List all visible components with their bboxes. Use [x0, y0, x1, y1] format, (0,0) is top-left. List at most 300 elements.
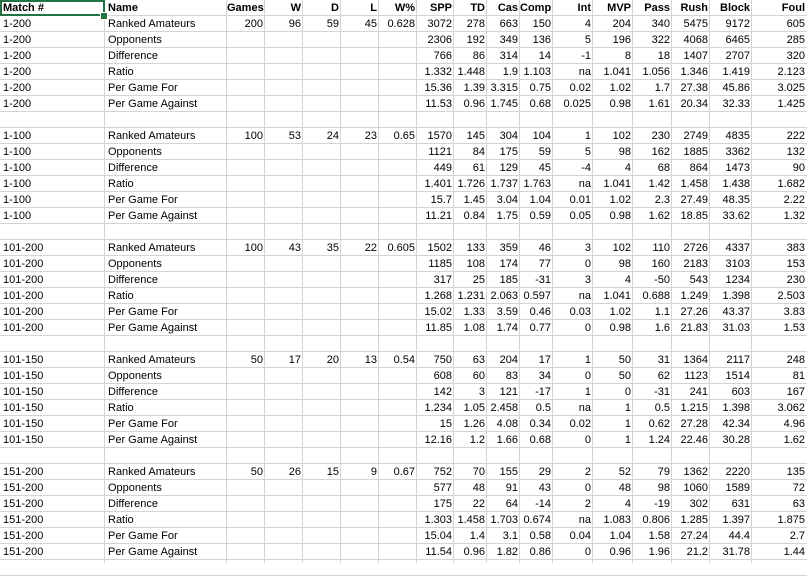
- data-cell[interactable]: 1502: [427, 242, 452, 254]
- data-cell[interactable]: [265, 32, 303, 48]
- data-cell[interactable]: [265, 432, 303, 448]
- data-cell[interactable]: 1.041: [603, 178, 631, 190]
- data-cell[interactable]: [341, 528, 379, 544]
- data-cell[interactable]: [633, 448, 672, 464]
- data-cell[interactable]: 543: [689, 274, 708, 286]
- data-cell[interactable]: 1.249: [680, 290, 708, 302]
- match-range-cell[interactable]: [0, 336, 105, 352]
- data-cell[interactable]: 155: [499, 466, 518, 478]
- data-cell[interactable]: [710, 336, 752, 352]
- data-cell[interactable]: 0.96: [609, 546, 631, 558]
- data-cell[interactable]: 0.5: [654, 402, 670, 414]
- data-cell[interactable]: 1.42: [648, 178, 670, 190]
- data-cell[interactable]: 100: [244, 242, 263, 254]
- data-cell[interactable]: [379, 448, 417, 464]
- data-cell[interactable]: 1.26: [463, 418, 485, 430]
- data-cell[interactable]: [341, 80, 379, 96]
- data-cell[interactable]: 31: [657, 354, 670, 366]
- data-cell[interactable]: [417, 336, 454, 352]
- data-cell[interactable]: 663: [499, 18, 518, 30]
- match-range-cell[interactable]: 1-100: [3, 210, 32, 222]
- data-cell[interactable]: 60: [472, 370, 485, 382]
- data-cell[interactable]: 15.7: [430, 194, 452, 206]
- data-cell[interactable]: 62: [657, 370, 670, 382]
- data-cell[interactable]: 864: [689, 162, 708, 174]
- data-cell[interactable]: 100: [244, 130, 263, 142]
- data-cell[interactable]: 26: [288, 466, 301, 478]
- data-cell[interactable]: 4: [624, 274, 631, 286]
- data-cell[interactable]: [303, 208, 341, 224]
- row-name-cell[interactable]: Difference: [108, 162, 158, 174]
- data-cell[interactable]: 3: [584, 242, 591, 254]
- data-cell[interactable]: 1407: [683, 50, 708, 62]
- data-cell[interactable]: 222: [786, 130, 805, 142]
- match-range-cell[interactable]: 151-200: [3, 514, 44, 526]
- data-cell[interactable]: 1.303: [424, 514, 452, 526]
- data-cell[interactable]: [341, 320, 379, 336]
- data-cell[interactable]: 2: [584, 498, 591, 510]
- data-cell[interactable]: [379, 80, 417, 96]
- row-name-cell[interactable]: [105, 224, 227, 240]
- data-cell[interactable]: [227, 192, 265, 208]
- data-cell[interactable]: 59: [538, 146, 551, 158]
- data-cell[interactable]: [265, 256, 303, 272]
- data-cell[interactable]: 4835: [725, 130, 750, 142]
- data-cell[interactable]: [379, 384, 417, 400]
- data-cell[interactable]: 0: [584, 370, 591, 382]
- data-cell[interactable]: [341, 384, 379, 400]
- data-cell[interactable]: 2.22: [783, 194, 805, 206]
- data-cell[interactable]: [265, 112, 303, 128]
- data-cell[interactable]: [265, 544, 303, 560]
- data-cell[interactable]: [487, 112, 520, 128]
- data-cell[interactable]: [303, 480, 341, 496]
- data-cell[interactable]: 1: [584, 386, 591, 398]
- data-cell[interactable]: 1.448: [457, 66, 485, 78]
- row-name-cell[interactable]: Ranked Amateurs: [108, 130, 196, 142]
- match-range-cell[interactable]: 101-150: [3, 354, 44, 366]
- data-cell[interactable]: [227, 448, 265, 464]
- row-name-cell[interactable]: Per Game Against: [108, 98, 198, 110]
- data-cell[interactable]: 162: [651, 146, 670, 158]
- data-cell[interactable]: [341, 544, 379, 560]
- match-range-cell[interactable]: 151-200: [3, 530, 44, 542]
- data-cell[interactable]: [303, 416, 341, 432]
- data-cell[interactable]: 2.458: [490, 402, 518, 414]
- data-cell[interactable]: 1.45: [463, 194, 485, 206]
- data-cell[interactable]: [265, 192, 303, 208]
- data-cell[interactable]: [417, 224, 454, 240]
- data-cell[interactable]: [265, 336, 303, 352]
- data-cell[interactable]: 0.75: [529, 82, 551, 94]
- data-cell[interactable]: 3.04: [496, 194, 518, 206]
- data-cell[interactable]: [379, 528, 417, 544]
- data-cell[interactable]: [379, 496, 417, 512]
- data-cell[interactable]: [303, 272, 341, 288]
- data-cell[interactable]: 17: [288, 354, 301, 366]
- data-cell[interactable]: 2749: [683, 130, 708, 142]
- data-cell[interactable]: 0.03: [569, 306, 591, 318]
- data-cell[interactable]: 248: [786, 354, 805, 366]
- data-cell[interactable]: [341, 96, 379, 112]
- data-cell[interactable]: [593, 224, 633, 240]
- data-cell[interactable]: -1: [581, 50, 591, 62]
- data-cell[interactable]: 42.34: [722, 418, 750, 430]
- data-cell[interactable]: 1.458: [680, 178, 708, 190]
- data-cell[interactable]: [227, 144, 265, 160]
- column-header-cell[interactable]: TD: [470, 2, 485, 14]
- data-cell[interactable]: [303, 144, 341, 160]
- data-cell[interactable]: 1570: [427, 130, 452, 142]
- row-name-cell[interactable]: Ranked Amateurs: [108, 466, 196, 478]
- data-cell[interactable]: 135: [786, 466, 805, 478]
- data-cell[interactable]: [672, 336, 710, 352]
- match-range-cell[interactable]: 1-100: [3, 130, 32, 142]
- data-cell[interactable]: 1.05: [463, 402, 485, 414]
- data-cell[interactable]: [379, 288, 417, 304]
- column-header-cell[interactable]: Name: [108, 2, 138, 14]
- data-cell[interactable]: [341, 208, 379, 224]
- data-cell[interactable]: 0.59: [529, 210, 551, 222]
- data-cell[interactable]: 3: [584, 274, 591, 286]
- data-cell[interactable]: 1.96: [648, 546, 670, 558]
- data-cell[interactable]: 0.54: [393, 354, 415, 366]
- data-cell[interactable]: 1.08: [463, 322, 485, 334]
- data-cell[interactable]: 18: [657, 50, 670, 62]
- data-cell[interactable]: 77: [538, 258, 551, 270]
- data-cell[interactable]: [303, 112, 341, 128]
- data-cell[interactable]: 1.58: [648, 530, 670, 542]
- data-cell[interactable]: [379, 32, 417, 48]
- data-cell[interactable]: -14: [535, 498, 551, 510]
- data-cell[interactable]: 1: [584, 130, 591, 142]
- data-cell[interactable]: 142: [433, 386, 452, 398]
- data-cell[interactable]: 185: [499, 274, 518, 286]
- data-cell[interactable]: 3: [478, 386, 485, 398]
- data-cell[interactable]: 0.5: [535, 402, 551, 414]
- data-cell[interactable]: 22.46: [680, 434, 708, 446]
- data-cell[interactable]: 98: [618, 258, 631, 270]
- data-cell[interactable]: [265, 160, 303, 176]
- data-cell[interactable]: 81: [792, 370, 805, 382]
- data-cell[interactable]: 0.34: [529, 418, 551, 430]
- data-cell[interactable]: 102: [612, 130, 631, 142]
- data-cell[interactable]: [379, 368, 417, 384]
- data-cell[interactable]: 204: [612, 18, 631, 30]
- data-cell[interactable]: [379, 256, 417, 272]
- data-cell[interactable]: [227, 160, 265, 176]
- row-name-cell[interactable]: Per Game For: [108, 194, 178, 206]
- data-cell[interactable]: 48.35: [722, 194, 750, 206]
- data-cell[interactable]: 167: [786, 386, 805, 398]
- data-cell[interactable]: 29: [538, 466, 551, 478]
- data-cell[interactable]: [227, 432, 265, 448]
- data-cell[interactable]: 0.96: [463, 98, 485, 110]
- data-cell[interactable]: 3.025: [777, 82, 805, 94]
- data-cell[interactable]: [303, 400, 341, 416]
- data-cell[interactable]: 4.96: [783, 418, 805, 430]
- data-cell[interactable]: [227, 480, 265, 496]
- data-cell[interactable]: 43.37: [722, 306, 750, 318]
- data-cell[interactable]: [227, 528, 265, 544]
- row-name-cell[interactable]: Opponents: [108, 34, 162, 46]
- data-cell[interactable]: 317: [433, 274, 452, 286]
- row-name-cell[interactable]: Opponents: [108, 370, 162, 382]
- data-cell[interactable]: 1.75: [496, 210, 518, 222]
- data-cell[interactable]: [303, 496, 341, 512]
- data-cell[interactable]: 15: [326, 466, 339, 478]
- data-cell[interactable]: 3072: [427, 18, 452, 30]
- match-range-cell[interactable]: 1-100: [3, 146, 32, 158]
- data-cell[interactable]: [341, 480, 379, 496]
- data-cell[interactable]: 27.24: [680, 530, 708, 542]
- data-cell[interactable]: 86: [472, 50, 485, 62]
- data-cell[interactable]: 11.53: [425, 98, 452, 110]
- data-cell[interactable]: 1185: [428, 258, 452, 270]
- data-cell[interactable]: 63: [472, 354, 485, 366]
- column-header-cell[interactable]: L: [370, 2, 377, 14]
- data-cell[interactable]: [227, 400, 265, 416]
- row-name-cell[interactable]: Per Game Against: [108, 434, 198, 446]
- row-name-cell[interactable]: Difference: [108, 50, 158, 62]
- data-cell[interactable]: 0: [624, 386, 631, 398]
- data-cell[interactable]: [593, 336, 633, 352]
- data-cell[interactable]: 1.875: [777, 514, 805, 526]
- data-cell[interactable]: 0.025: [563, 98, 591, 110]
- match-range-cell[interactable]: 1-200: [3, 18, 32, 30]
- data-cell[interactable]: 1.02: [609, 194, 631, 206]
- data-cell[interactable]: 1.231: [457, 290, 485, 302]
- data-cell[interactable]: [593, 112, 633, 128]
- column-header-cell[interactable]: Games: [227, 2, 264, 14]
- data-cell[interactable]: 50: [250, 354, 263, 366]
- data-cell[interactable]: [341, 160, 379, 176]
- data-cell[interactable]: [227, 496, 265, 512]
- data-cell[interactable]: 0.628: [387, 18, 415, 30]
- data-cell[interactable]: 1.61: [648, 98, 670, 110]
- data-cell[interactable]: 48: [472, 482, 485, 494]
- column-header-cell[interactable]: Match #: [3, 2, 44, 14]
- data-cell[interactable]: 285: [786, 34, 805, 46]
- row-name-cell[interactable]: Ranked Amateurs: [108, 354, 196, 366]
- data-cell[interactable]: [341, 64, 379, 80]
- row-name-cell[interactable]: Per Game Against: [108, 210, 198, 222]
- data-cell[interactable]: 0.02: [569, 418, 591, 430]
- match-range-cell[interactable]: 151-200: [3, 546, 44, 558]
- data-cell[interactable]: [379, 64, 417, 80]
- data-cell[interactable]: 32.33: [722, 98, 750, 110]
- data-cell[interactable]: 31.78: [722, 546, 750, 558]
- data-cell[interactable]: [303, 528, 341, 544]
- data-cell[interactable]: 61: [472, 162, 485, 174]
- data-cell[interactable]: 1: [624, 402, 631, 414]
- data-cell[interactable]: 4: [584, 18, 591, 30]
- match-range-cell[interactable]: 1-200: [3, 82, 32, 94]
- row-name-cell[interactable]: Ratio: [108, 66, 134, 78]
- data-cell[interactable]: [341, 400, 379, 416]
- data-cell[interactable]: [227, 272, 265, 288]
- data-cell[interactable]: 0.84: [463, 210, 485, 222]
- data-cell[interactable]: [633, 336, 672, 352]
- row-name-cell[interactable]: Ratio: [108, 178, 134, 190]
- data-cell[interactable]: 23: [364, 130, 377, 142]
- data-cell[interactable]: [454, 448, 487, 464]
- data-cell[interactable]: 322: [651, 34, 670, 46]
- data-cell[interactable]: 43: [538, 482, 551, 494]
- data-cell[interactable]: 304: [499, 130, 518, 142]
- data-cell[interactable]: 25: [472, 274, 485, 286]
- column-header-cell[interactable]: Pass: [644, 2, 670, 14]
- data-cell[interactable]: 2.123: [777, 66, 805, 78]
- data-cell[interactable]: 17: [538, 354, 551, 366]
- data-cell[interactable]: -19: [654, 498, 670, 510]
- data-cell[interactable]: [672, 112, 710, 128]
- data-cell[interactable]: 4: [624, 498, 631, 510]
- data-cell[interactable]: [341, 368, 379, 384]
- match-range-cell[interactable]: [0, 224, 105, 240]
- match-range-cell[interactable]: 1-200: [3, 34, 32, 46]
- data-cell[interactable]: 1: [584, 354, 591, 366]
- match-range-cell[interactable]: 101-150: [3, 418, 44, 430]
- data-cell[interactable]: 3.062: [777, 402, 805, 414]
- data-cell[interactable]: 108: [466, 258, 485, 270]
- column-header-cell[interactable]: Comp: [520, 2, 552, 14]
- data-cell[interactable]: 5475: [683, 18, 708, 30]
- data-cell[interactable]: -4: [581, 162, 591, 174]
- data-cell[interactable]: 3103: [725, 258, 750, 270]
- data-cell[interactable]: 1885: [683, 146, 708, 158]
- data-cell[interactable]: 1.44: [783, 546, 805, 558]
- data-cell[interactable]: [379, 144, 417, 160]
- data-cell[interactable]: 91: [505, 482, 518, 494]
- data-cell[interactable]: [553, 448, 593, 464]
- data-cell[interactable]: [265, 528, 303, 544]
- data-cell[interactable]: [710, 112, 752, 128]
- data-cell[interactable]: 1514: [725, 370, 750, 382]
- data-cell[interactable]: [379, 416, 417, 432]
- data-cell[interactable]: [265, 448, 303, 464]
- data-cell[interactable]: 3.1: [502, 530, 518, 542]
- data-cell[interactable]: 320: [786, 50, 805, 62]
- data-cell[interactable]: 20.34: [680, 98, 708, 110]
- data-cell[interactable]: 1.62: [783, 434, 805, 446]
- data-cell[interactable]: 70: [472, 466, 485, 478]
- data-cell[interactable]: 50: [618, 354, 631, 366]
- data-cell[interactable]: [303, 544, 341, 560]
- data-cell[interactable]: [227, 256, 265, 272]
- data-cell[interactable]: 1.397: [722, 514, 750, 526]
- row-name-cell[interactable]: Opponents: [108, 482, 162, 494]
- data-cell[interactable]: 1589: [725, 482, 750, 494]
- column-header-cell[interactable]: Int: [577, 2, 591, 14]
- data-cell[interactable]: 20: [326, 354, 339, 366]
- data-cell[interactable]: 1.726: [457, 178, 485, 190]
- data-cell[interactable]: 50: [618, 370, 631, 382]
- data-cell[interactable]: [341, 112, 379, 128]
- data-cell[interactable]: 1.215: [680, 402, 708, 414]
- data-cell[interactable]: 33.62: [722, 210, 750, 222]
- data-cell[interactable]: [227, 416, 265, 432]
- data-cell[interactable]: 1.32: [783, 210, 805, 222]
- data-cell[interactable]: [227, 384, 265, 400]
- data-cell[interactable]: [341, 32, 379, 48]
- data-cell[interactable]: 1.9: [502, 66, 518, 78]
- data-cell[interactable]: 27.26: [680, 306, 708, 318]
- data-cell[interactable]: 1473: [725, 162, 750, 174]
- data-cell[interactable]: 11.85: [425, 322, 452, 334]
- data-cell[interactable]: 1.763: [523, 178, 551, 190]
- data-cell[interactable]: 145: [466, 130, 485, 142]
- data-cell[interactable]: 0.04: [569, 530, 591, 542]
- data-cell[interactable]: 96: [288, 18, 301, 30]
- data-cell[interactable]: 44.4: [728, 530, 750, 542]
- data-cell[interactable]: 0: [584, 482, 591, 494]
- data-cell[interactable]: 1.438: [722, 178, 750, 190]
- data-cell[interactable]: 0.806: [642, 514, 670, 526]
- data-cell[interactable]: [417, 448, 454, 464]
- data-cell[interactable]: [752, 112, 807, 128]
- data-cell[interactable]: 174: [499, 258, 518, 270]
- data-cell[interactable]: 230: [786, 274, 805, 286]
- data-cell[interactable]: 133: [466, 242, 485, 254]
- data-cell[interactable]: [227, 304, 265, 320]
- data-cell[interactable]: 5: [584, 34, 591, 46]
- match-range-cell[interactable]: 101-150: [3, 370, 44, 382]
- data-cell[interactable]: [265, 224, 303, 240]
- match-range-cell[interactable]: 101-200: [3, 274, 44, 286]
- data-cell[interactable]: [672, 224, 710, 240]
- data-cell[interactable]: 0.01: [569, 194, 591, 206]
- match-range-cell[interactable]: 151-200: [3, 466, 44, 478]
- data-cell[interactable]: [227, 64, 265, 80]
- column-header-cell[interactable]: Block: [720, 2, 750, 14]
- data-cell[interactable]: 1.737: [490, 178, 518, 190]
- data-cell[interactable]: 59: [326, 18, 339, 30]
- data-cell[interactable]: 2220: [725, 466, 750, 478]
- data-cell[interactable]: na: [578, 290, 591, 302]
- data-cell[interactable]: [379, 304, 417, 320]
- data-cell[interactable]: -31: [535, 274, 551, 286]
- data-cell[interactable]: 0.605: [387, 242, 415, 254]
- data-cell[interactable]: -50: [654, 274, 670, 286]
- data-cell[interactable]: 45: [364, 18, 377, 30]
- data-cell[interactable]: 1.62: [648, 210, 670, 222]
- data-cell[interactable]: 1: [624, 434, 631, 446]
- data-cell[interactable]: 0.674: [523, 514, 551, 526]
- data-cell[interactable]: [487, 336, 520, 352]
- data-cell[interactable]: [454, 224, 487, 240]
- data-cell[interactable]: 22: [472, 498, 485, 510]
- data-cell[interactable]: [379, 480, 417, 496]
- data-cell[interactable]: [227, 512, 265, 528]
- data-cell[interactable]: 3362: [725, 146, 750, 158]
- data-cell[interactable]: [520, 224, 553, 240]
- data-cell[interactable]: 196: [612, 34, 631, 46]
- data-cell[interactable]: 1.103: [523, 66, 551, 78]
- data-cell[interactable]: [265, 496, 303, 512]
- data-cell[interactable]: 2707: [725, 50, 750, 62]
- row-name-cell[interactable]: Opponents: [108, 146, 162, 158]
- data-cell[interactable]: 4.08: [496, 418, 518, 430]
- data-cell[interactable]: 12.16: [424, 434, 452, 446]
- data-cell[interactable]: 1.682: [777, 178, 805, 190]
- data-cell[interactable]: [553, 112, 593, 128]
- data-cell[interactable]: [341, 144, 379, 160]
- data-cell[interactable]: [265, 176, 303, 192]
- data-cell[interactable]: [417, 112, 454, 128]
- data-cell[interactable]: 14: [538, 50, 551, 62]
- row-name-cell[interactable]: Ratio: [108, 514, 134, 526]
